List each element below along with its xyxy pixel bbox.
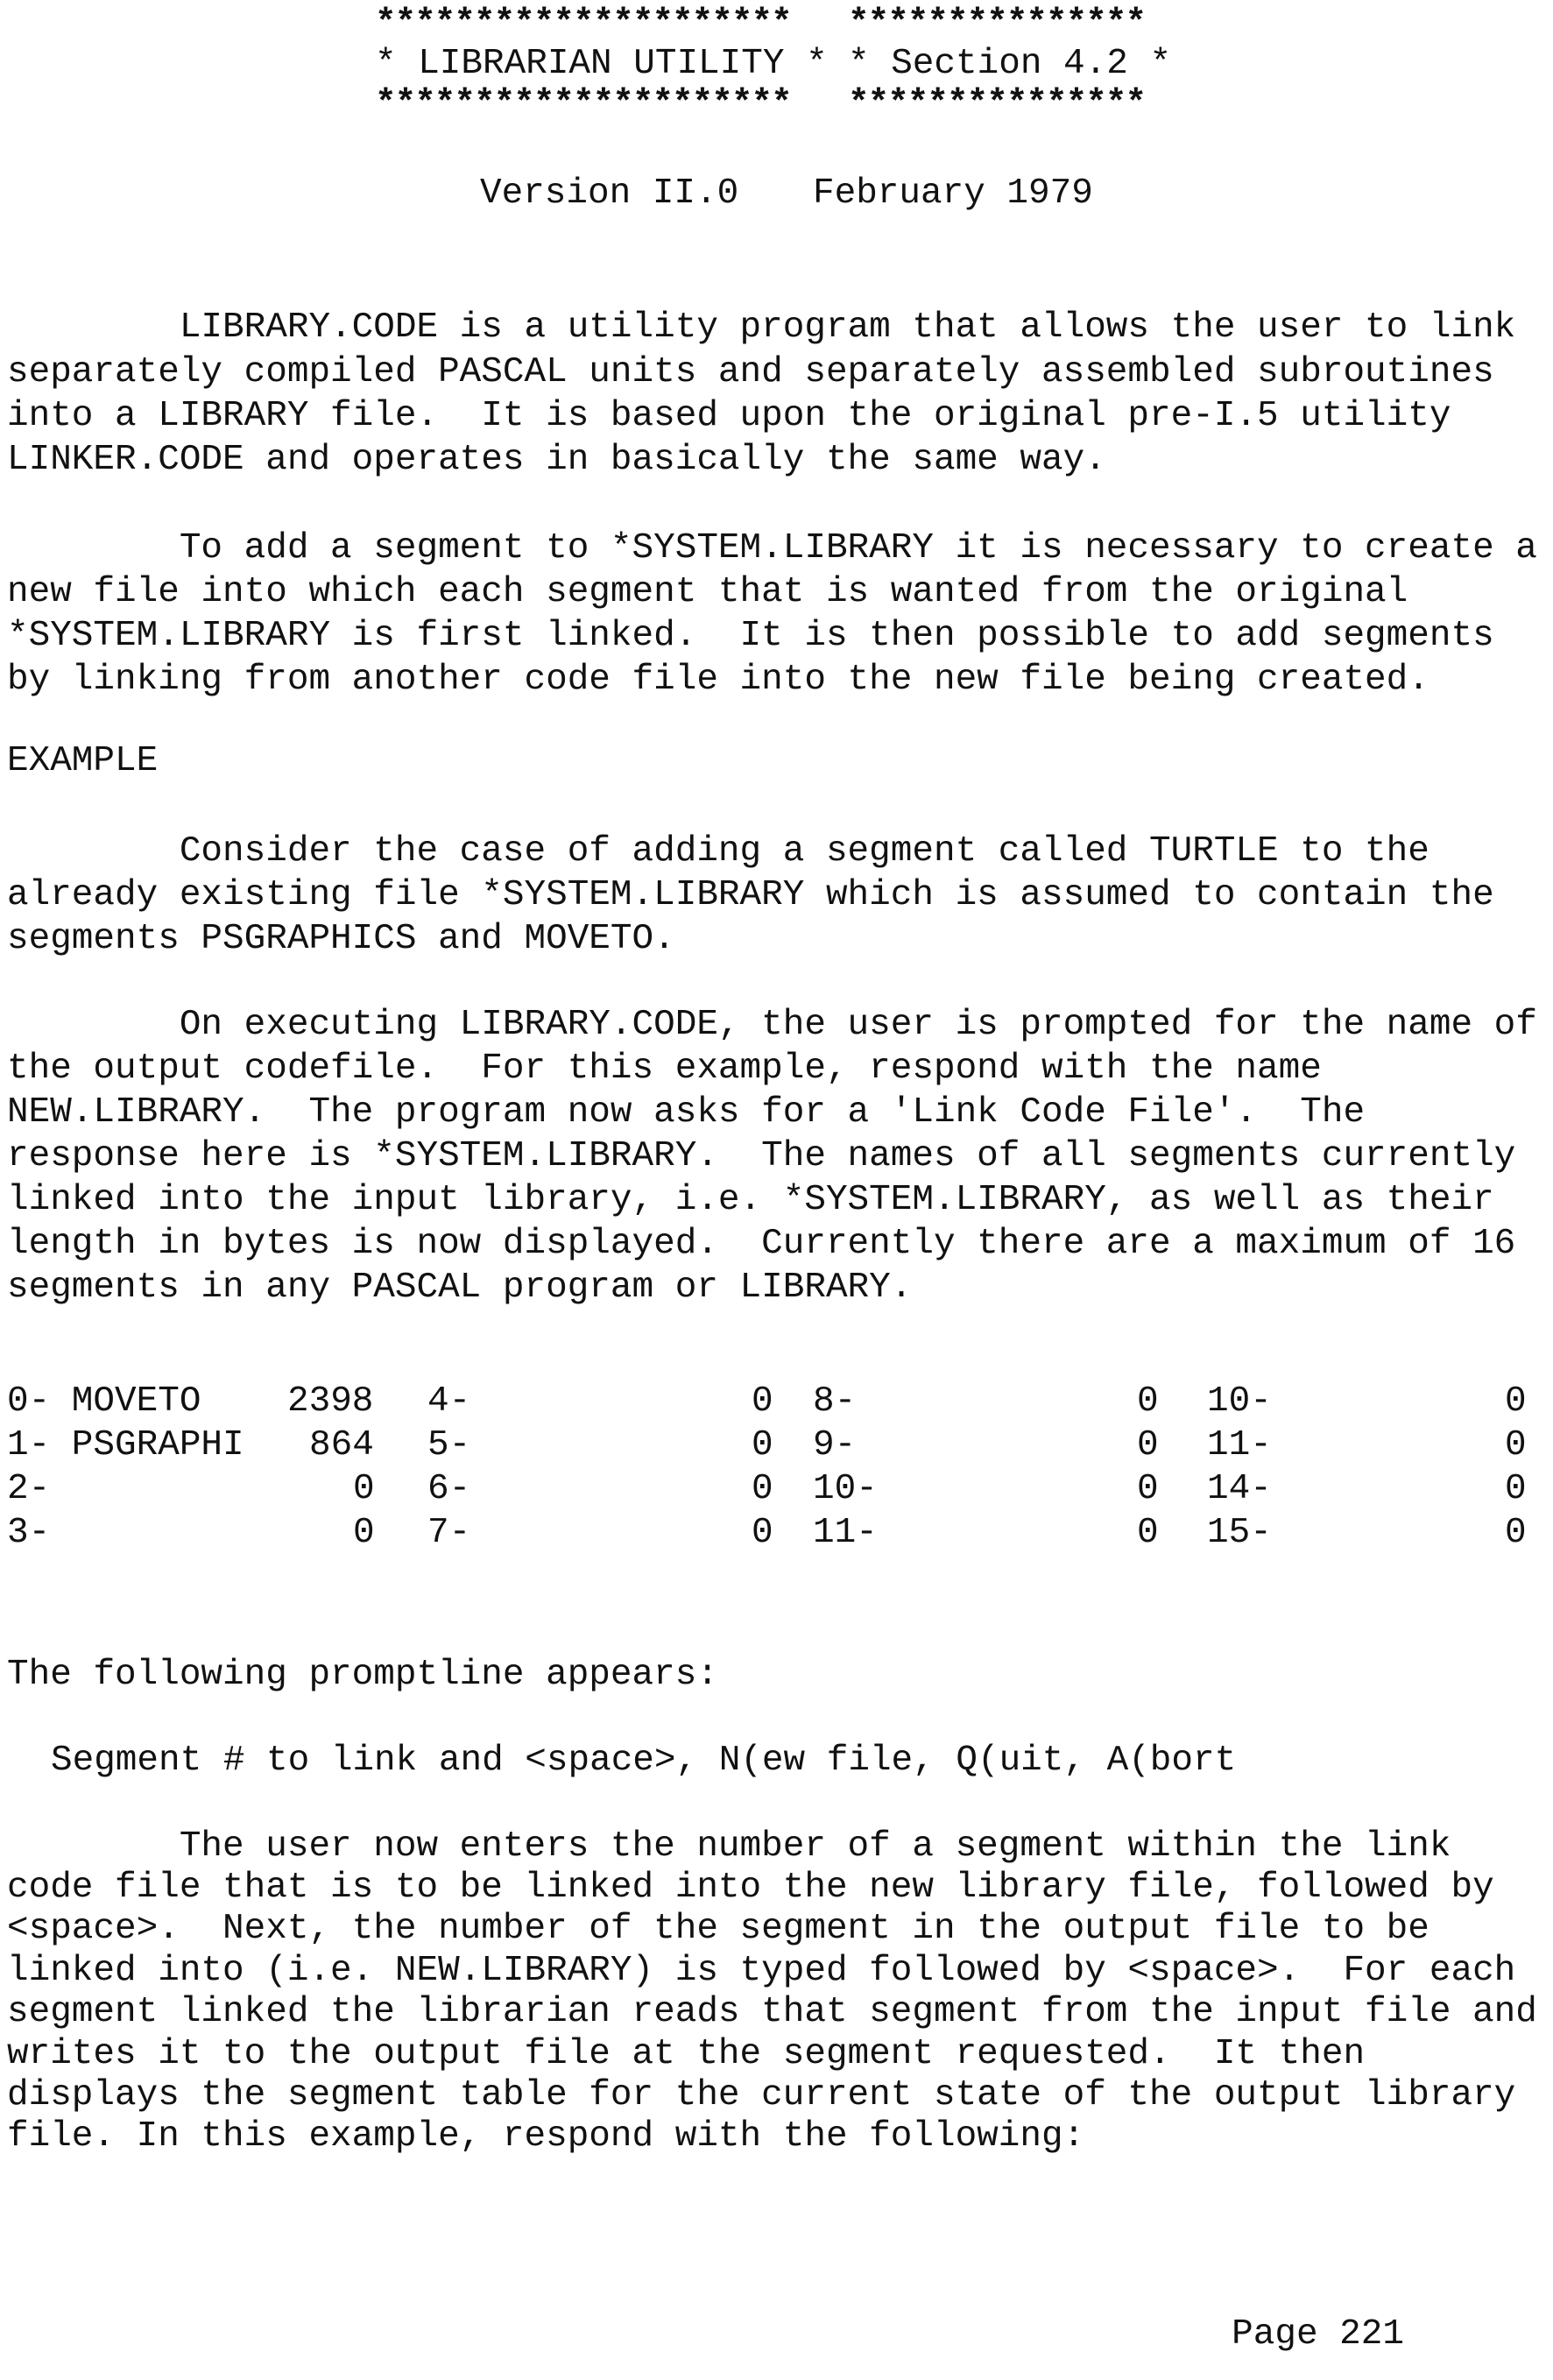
text-line: writes it to the output file at the segment requested. It then <box>7 2034 1366 2074</box>
segment-label: 1- PSGRAPHI <box>7 1425 244 1465</box>
segment-label: 14- <box>1207 1469 1272 1509</box>
text-line: NEW.LIBRARY. The program now asks for a 'Link Code File'. The <box>7 1092 1366 1133</box>
text-line: segments in any PASCAL program or LIBRARY. <box>7 1268 913 1308</box>
segment-label: 15- <box>1207 1513 1272 1553</box>
header-stars-right-bottom: *************** <box>848 84 1146 124</box>
segment-length: 0 <box>353 1513 375 1553</box>
segment-label: 10- <box>1207 1381 1272 1422</box>
text-line: linked into the input library, i.e. *SYSTEM.LIBRARY, as well as their <box>7 1180 1494 1220</box>
segment-label: 3- <box>7 1513 51 1553</box>
text-line: length in bytes is now displayed. Currently there are a maximum of 16 <box>7 1224 1516 1264</box>
segment-table-row <box>7 1467 1527 1511</box>
text-line: segment linked the librarian reads that segment from the input file and <box>7 1992 1537 2032</box>
segment-table-row <box>7 1380 1527 1423</box>
segment-label: 11- <box>1207 1425 1272 1465</box>
header-title: * LIBRARIAN UTILITY * <box>375 44 828 84</box>
page-number: Page 221 <box>1232 2314 1404 2355</box>
segment-length: 2398 <box>287 1381 374 1422</box>
text-line: file. In this example, respond with the following: <box>7 2116 1085 2157</box>
segment-length: 0 <box>353 1469 375 1509</box>
text-line: *SYSTEM.LIBRARY is first linked. It is then possible to add segments <box>7 616 1494 656</box>
segment-label: 8- <box>813 1381 857 1422</box>
text-line: new file into which each segment that is wanted from the original <box>7 572 1408 612</box>
segment-label: 2- <box>7 1469 51 1509</box>
version-label: Version II.0 <box>480 173 739 214</box>
segment-length: 0 <box>1137 1469 1159 1509</box>
text-line: the output codefile. For this example, respond with the name <box>7 1049 1322 1089</box>
segment-label: 5- <box>427 1425 471 1465</box>
text-line: linked into (i.e. NEW.LIBRARY) is typed followed by <space>. For each <box>7 1951 1516 1991</box>
text-line: by linking from another code file into the new file being created. <box>7 660 1429 700</box>
segment-length: 0 <box>752 1469 773 1509</box>
text-line: into a LIBRARY file. It is based upon the original pre-I.5 utility <box>7 396 1451 436</box>
text-line: LINKER.CODE and operates in basically the same way. <box>7 440 1106 480</box>
segment-label: 9- <box>813 1425 857 1465</box>
text-line: On executing LIBRARY.CODE, the user is prompted for the name of <box>7 1005 1537 1045</box>
segment-table-row <box>7 1423 1527 1467</box>
segment-length: 0 <box>752 1425 773 1465</box>
text-line: segments PSGRAPHICS and MOVETO. <box>7 919 675 959</box>
segment-length: 0 <box>1137 1425 1159 1465</box>
text-line: response here is *SYSTEM.LIBRARY. The names of all segments currently <box>7 1136 1516 1176</box>
segment-label: 7- <box>427 1513 471 1553</box>
segment-label: 6- <box>427 1469 471 1509</box>
segment-length: 0 <box>1137 1513 1159 1553</box>
segment-length: 0 <box>1505 1469 1527 1509</box>
text-line: already existing file *SYSTEM.LIBRARY which is assumed to contain the <box>7 875 1494 915</box>
segment-label: 10- <box>813 1469 878 1509</box>
text-line: To add a segment to *SYSTEM.LIBRARY it is necessary to create a <box>7 528 1537 569</box>
segment-table <box>7 1380 1527 1555</box>
text-line: code file that is to be linked into the new library file, followed by <box>7 1868 1494 1908</box>
segment-length: 0 <box>1137 1381 1159 1422</box>
text-line: The user now enters the number of a segment within the link <box>7 1826 1451 1867</box>
prompt-line: Segment # to link and <space>, N(ew file, Q(uit, A(bort <box>51 1741 1237 1781</box>
segment-length: 0 <box>752 1513 773 1553</box>
text-line: LIBRARY.CODE is a utility program that allows the user to link <box>7 307 1516 348</box>
segment-length: 0 <box>1505 1513 1527 1553</box>
segment-length: 0 <box>1505 1381 1527 1422</box>
header-stars-left-bottom: ********************* <box>375 84 791 124</box>
text-line: Consider the case of adding a segment called TURTLE to the <box>7 831 1429 872</box>
header-stars-left-top: ********************* <box>375 4 791 44</box>
text-line: <space>. Next, the number of the segment in the output file to be <box>7 1909 1429 1949</box>
prompt-intro: The following promptline appears: <box>7 1655 718 1695</box>
segment-length: 864 <box>309 1425 374 1465</box>
segment-table-row <box>7 1511 1527 1555</box>
header-stars-right-top: *************** <box>848 4 1146 44</box>
date-label: February 1979 <box>813 173 1093 214</box>
segment-label: 4- <box>427 1381 471 1422</box>
segment-length: 0 <box>1505 1425 1527 1465</box>
example-heading: EXAMPLE <box>7 741 159 781</box>
segment-label: 11- <box>813 1513 878 1553</box>
text-line: displays the segment table for the current state of the output library <box>7 2075 1516 2115</box>
text-line: separately compiled PASCAL units and separately assembled subroutines <box>7 352 1494 392</box>
segment-length: 0 <box>752 1381 773 1422</box>
segment-label: 0- MOVETO <box>7 1381 201 1422</box>
header-section: * Section 4.2 * <box>848 44 1172 84</box>
